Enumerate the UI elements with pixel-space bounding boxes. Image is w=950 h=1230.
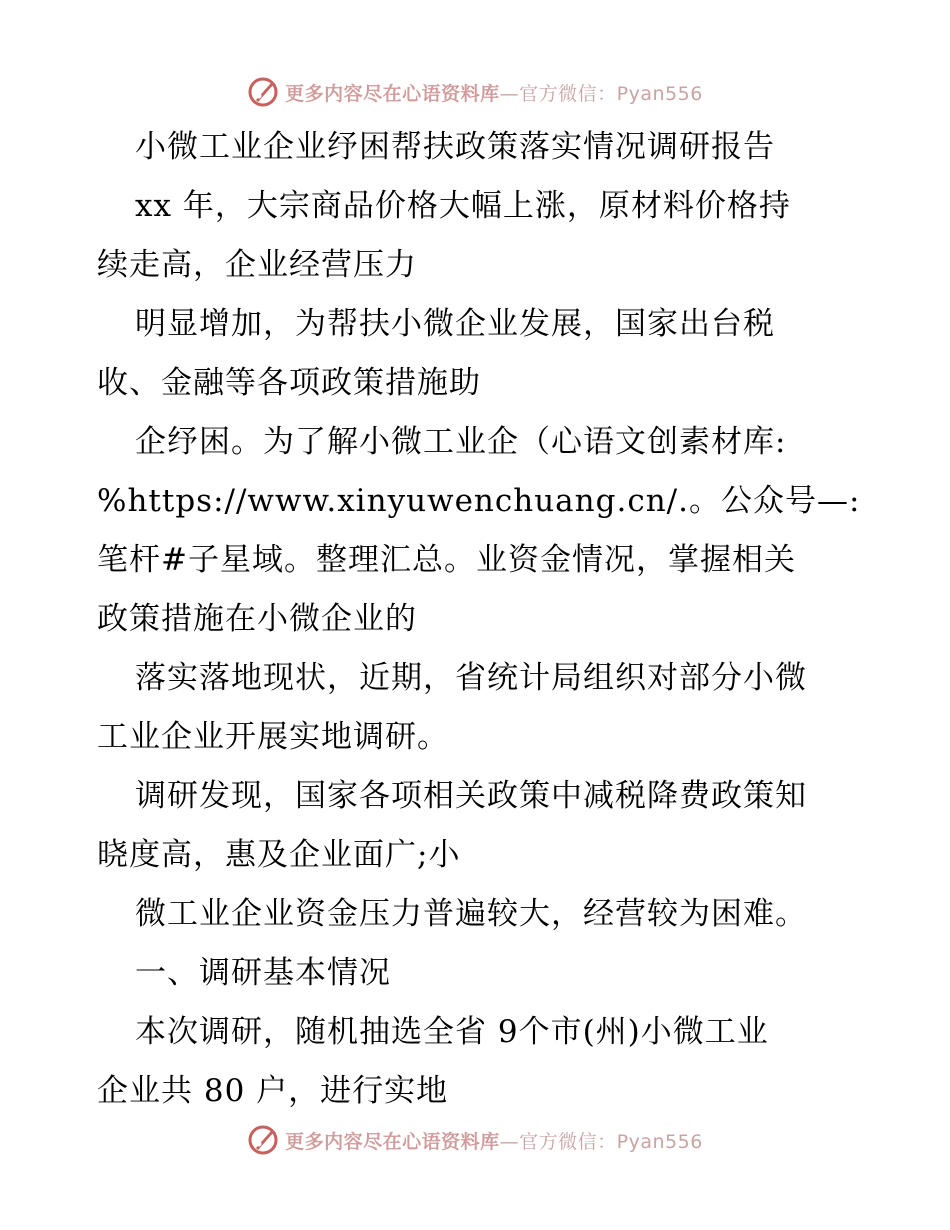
watermark-text [285, 79, 703, 106]
text-line: 企纾困。为了解小微工业企（心语文创素材库: [135, 424, 787, 460]
watermark-contact: 官方微信：Pyan556 [519, 82, 703, 105]
header-watermark [0, 72, 950, 112]
quill-logo-icon [247, 1124, 279, 1156]
text-line: 续走高，企业经营压力 [97, 247, 417, 283]
text-line: 本次调研，随机抽选全省 9个市(州)小微工业 [135, 1014, 769, 1050]
watermark-contact: 官方微信：Pyan556 [519, 1130, 703, 1153]
text-line: 明显增加，为帮扶小微企业发展，国家出台税 [135, 306, 775, 342]
text-line: 落实落地现状，近期，省统计局组织对部分小微 [135, 660, 807, 696]
text-line: 企业共 80 户，进行实地 [97, 1073, 449, 1109]
text-line: 政策措施在小微企业的 [97, 601, 417, 637]
text-line: 小微工业企业纾困帮扶政策落实情况调研报告 [135, 129, 775, 165]
watermark-separator: — [499, 82, 520, 105]
section-heading: 一、调研基本情况 [135, 955, 391, 991]
text-line: 调研发现，国家各项相关政策中减税降费政策知 [135, 778, 807, 814]
text-line: 收、金融等各项政策措施助 [97, 365, 481, 401]
text-line: 微工业企业资金压力普遍较大，经营较为困难。 [135, 896, 807, 932]
quill-logo-icon [247, 76, 279, 108]
watermark-brand: 更多内容尽在心语资料库 [285, 82, 500, 105]
watermark-text [285, 1127, 703, 1154]
watermark-brand: 更多内容尽在心语资料库 [285, 1130, 500, 1153]
footer-watermark [0, 1120, 950, 1160]
text-line: %https://www.xinyuwenchuang.cn/.。公众号—: [97, 483, 861, 519]
text-line: 笔杆#子星域。整理汇总。业资金情况，掌握相关 [97, 542, 796, 578]
text-line: 工业企业开展实地调研。 [97, 719, 449, 755]
text-line: 晓度高，惠及企业面广;小 [97, 837, 461, 873]
watermark-separator: — [499, 1130, 520, 1153]
text-line: xx 年，大宗商品价格大幅上涨，原材料价格持 [135, 188, 791, 224]
document-body [97, 118, 861, 1121]
